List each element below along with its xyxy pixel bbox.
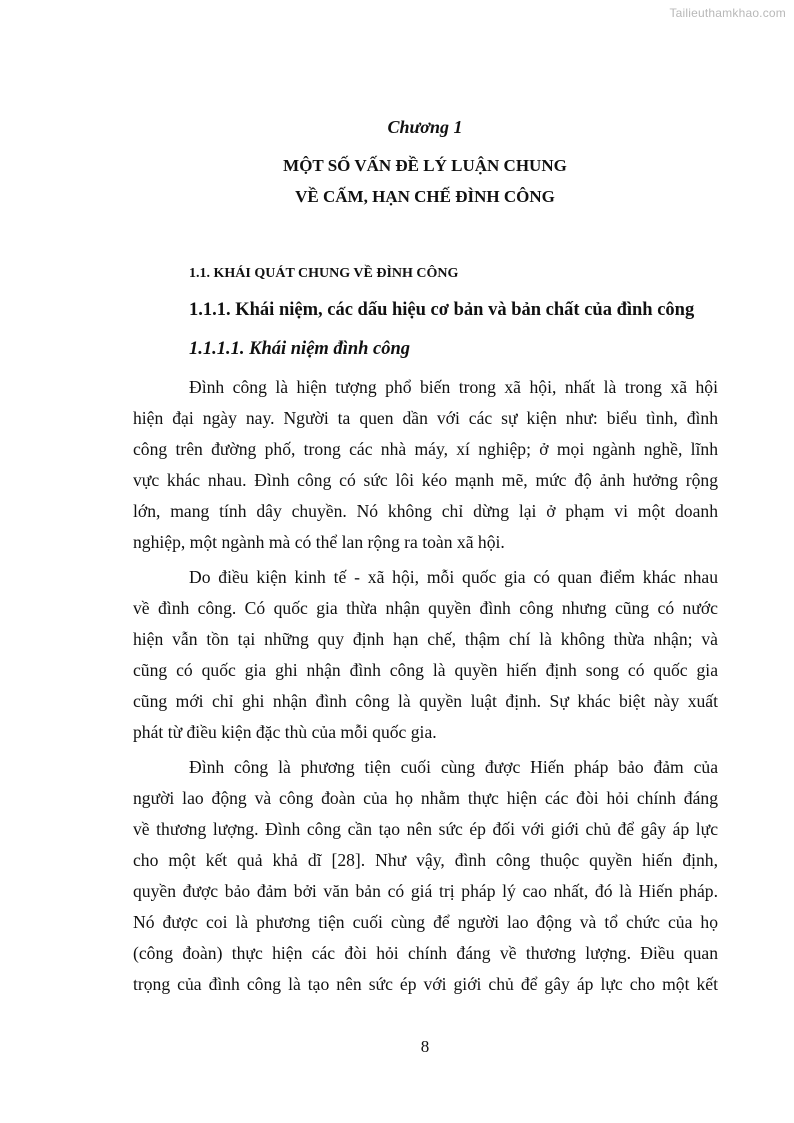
paragraph-line: phát từ điều kiện đặc thù của mỗi quốc gia. [133, 722, 437, 742]
paragraph-line: về đình công. Có quốc gia thừa nhận quyền đình công nhưng cũng có nước [133, 598, 718, 618]
subsubsection-heading: 1.1.1.1. Khái niệm đình công [189, 339, 411, 359]
paragraph-line: vực khác nhau. Đình công có sức lôi kéo mạnh mẽ, mức độ ảnh hưởng rộng [133, 470, 718, 490]
section-heading: 1.1. KHÁI QUÁT CHUNG VỀ ĐÌNH CÔNG [189, 266, 459, 281]
paragraph-line: công trên đường phố, trong các nhà máy, xí nghiệp; ở mọi ngành nghề, lĩnh [133, 439, 718, 459]
paragraph-1 [133, 372, 718, 558]
paragraph-line: Đình công là hiện tượng phổ biến trong xã hội, nhất là trong xã hội [189, 377, 718, 397]
paragraph-line: Do điều kiện kinh tế - xã hội, mỗi quốc gia có quan điểm khác nhau [189, 567, 718, 587]
paragraph-line: hiện vẫn tồn tại những quy định hạn chế, thậm chí là không thừa nhận; và [133, 629, 718, 649]
chapter-title-line-2: VỀ CẤM, HẠN CHẾ ĐÌNH CÔNG [295, 187, 555, 206]
paragraph-line: cho một kết quả khả dĩ [28]. Như vậy, đình công thuộc quyền hiến định, [133, 850, 718, 870]
paragraph-line: cũng có quốc gia ghi nhận đình công là quyền hiến định song có quốc gia [133, 660, 718, 680]
paragraph-line: Đình công là phương tiện cuối cùng được Hiến pháp bảo đảm của [189, 757, 718, 777]
paragraph-line: hiện đại ngày nay. Người ta quen dần với các sự kiện như: biểu tình, đình [133, 408, 718, 428]
paragraph-line: lớn, mang tính dây chuyền. Nó không chỉ dừng lại ở phạm vi một doanh [133, 501, 718, 521]
paragraph-line: nghiệp, một ngành mà có thể lan rộng ra toàn xã hội. [133, 532, 505, 552]
paragraph-3 [133, 752, 718, 1000]
paragraph-line: (công đoàn) thực hiện các đòi hỏi chính đáng về thương lượng. Điều quan [133, 943, 718, 963]
watermark: Tailieuthamkhao.com [669, 6, 786, 20]
paragraph-line: người lao động và công đoàn của họ nhằm thực hiện các đòi hỏi chính đáng [133, 788, 718, 808]
chapter-title-line-1: MỘT SỐ VẤN ĐỀ LÝ LUẬN CHUNG [283, 156, 567, 175]
paragraph-line: Nó được coi là phương tiện cuối cùng để người lao động và tổ chức của họ [133, 912, 718, 932]
chapter-label: Chương 1 [387, 117, 463, 137]
paragraph-2 [133, 562, 718, 748]
subsection-heading: 1.1.1. Khái niệm, các dấu hiệu cơ bản và bản chất của đình công [189, 300, 695, 320]
paragraph-line: về thương lượng. Đình công cần tạo nên sức ép đối với giới chủ để gây áp lực [133, 819, 718, 839]
paragraph-line: cũng mới chỉ ghi nhận đình công là quyền luật định. Sự khác biệt này xuất [133, 691, 718, 711]
paragraph-line: quyền được bảo đảm bởi văn bản có giá trị pháp lý cao nhất, đó là Hiến pháp. [133, 881, 718, 901]
page-number: 8 [420, 1037, 430, 1056]
paragraph-line: trọng của đình công là tạo nên sức ép với giới chủ để gây áp lực cho một kết [133, 974, 718, 994]
